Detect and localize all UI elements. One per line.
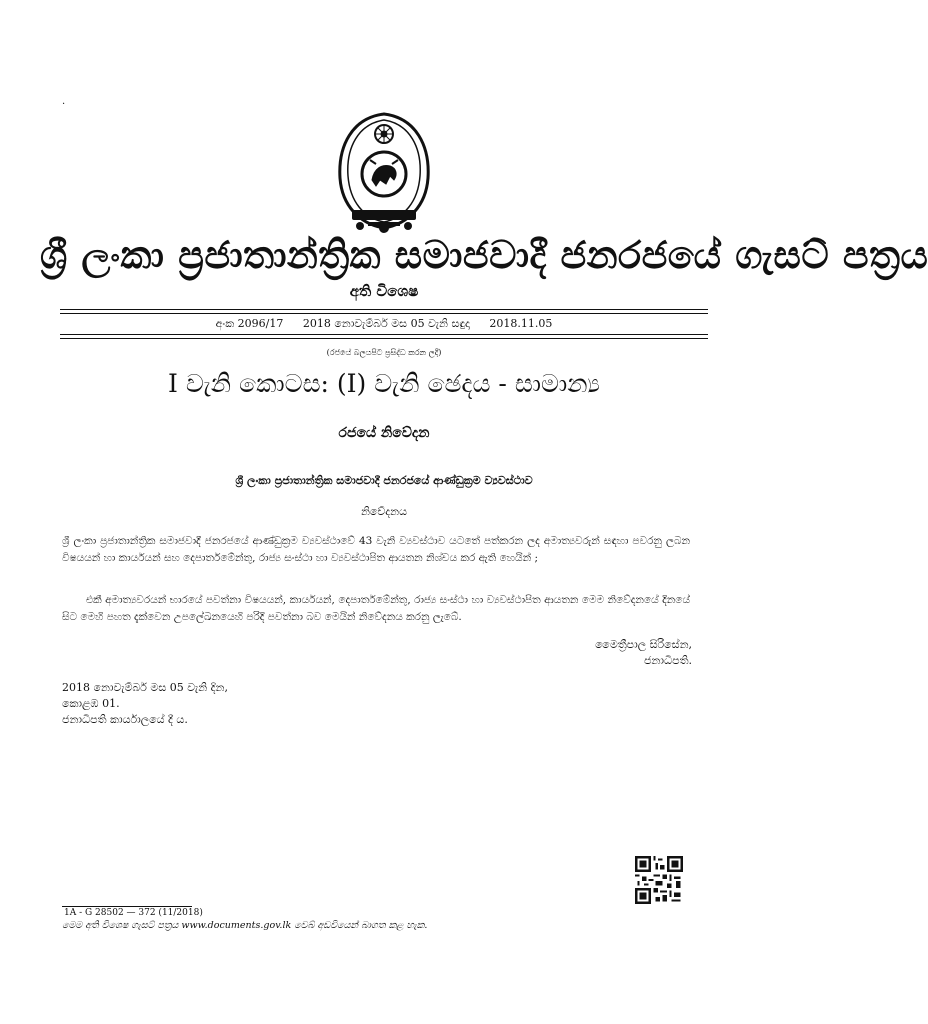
national-emblem-icon (330, 110, 438, 238)
order-title: ශ්‍රී ලංකා ප්‍රජාතාන්ත්‍රික සමාජවාදී ජනරජයේ ආණ්ඩුක්‍රම ව්‍යවස්ථාව (235, 474, 533, 487)
authority-line: (රජයේ බලයපිට ප්‍රසිද්ධ කරන ලදී) (326, 348, 442, 357)
place-date-block (62, 680, 228, 728)
paragraph-2: එකී අමාත්‍යවරයන් භාරයේ පවත්නා විෂයයන්, කාර්යයන්, දෙපාර්තමේන්තු, රාජ්‍ය සංස්ථා හා ව්‍යවස්ථාපිත ආයතන මෙම නිවේදනයේ දිනයේ සිට මෙහි පහත දැක්වෙන උපලේඛනයෙහි පරිදි පවත්නා බව මෙයින් නිවේදනය කරනු ලැබේ. (62, 594, 690, 623)
issue-date-text: 2018 නොවැම්බර් මස 05 වැනි සඳුදා (302, 317, 470, 330)
sign-office: ජනාධිපති කාර්යාලයේ දී ය. (62, 713, 188, 726)
signatory-name: මෛත්‍රීපාල සිරිසේන, (595, 638, 692, 651)
sign-city: කොළඹ 01. (62, 697, 120, 710)
issue-line (0, 317, 768, 331)
divider (60, 338, 708, 339)
extraordinary-label: අති විශෙෂ (349, 282, 419, 300)
issue-number: අංක 2096/17 (215, 317, 284, 330)
issue-date: 2018.11.05 (489, 317, 553, 330)
signature-block (470, 637, 692, 669)
website-note: මෙම අති විශෙෂ ගැසට් පත්‍රය www.documents.gov.lk වෙබ් අඩවියෙන් බාගත කළ හැක. (62, 920, 428, 931)
print-reference: 1A - G 28502 — 372 (11/2018) (64, 908, 203, 918)
stray-dot: . (62, 96, 66, 107)
divider (60, 309, 708, 310)
part-heading: I වැනි කොටස: (I) වැනි ඡෙදය - සාමාන්‍ය (168, 369, 600, 398)
divider (60, 334, 708, 335)
divider (60, 313, 708, 314)
notice-label: නිවේදනය (360, 505, 408, 518)
footnote-rule (62, 906, 192, 907)
notice-heading: රජයේ නිවේදන (338, 425, 430, 441)
gazette-masthead: ශ්‍රී ලංකා ප්‍රජාතාන්ත්‍රික සමාජවාදී ජනරජයේ ගැසට් පත්‍රය (40, 232, 928, 277)
signatory-title: ජනාධිපති. (643, 654, 692, 667)
sign-date: 2018 නොවැම්බර් මස 05 වැනි දින, (62, 681, 228, 694)
paragraph-1: ශ්‍රී ලංකා ප්‍රජාතාන්ත්‍රික සමාජවාදී ජනරජයේ ආණ්ඩුක්‍රම ව්‍යවස්ථාවේ 43 වැනි ව්‍යවස්ථාව යටතේ පත්කරන ලද අමාත්‍යවරුන් සඳහා පවරනු ලබන විෂයයන් හා කාර්යයන් සහ දෙපාර්තමේන්තු, රාජ්‍ය සංස්ථා හා ව්‍යවස්ථාපිත ආයතන නිශ්චය කර ඇති හෙයින් ; (62, 535, 690, 564)
qr-code-icon (635, 856, 683, 904)
